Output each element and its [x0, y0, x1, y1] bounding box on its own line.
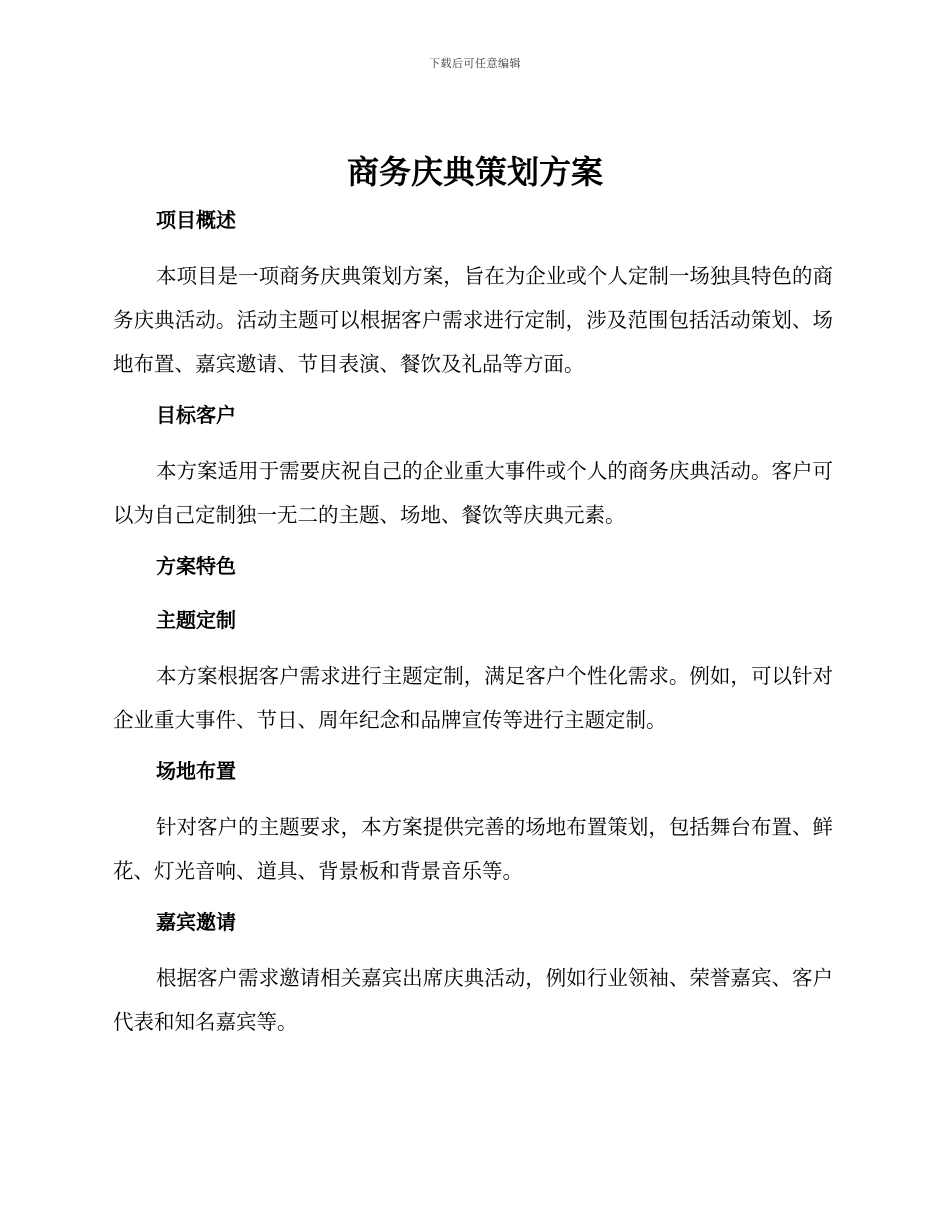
section-paragraph: 本项目是一项商务庆典策划方案，旨在为企业或个人定制一场独具特色的商务庆典活动。活动主题可以根据客户需求进行定制，涉及范围包括活动策划、场地布置、嘉宾邀请、节目表演、餐饮及礼品等方面。 — [113, 264, 833, 376]
section-heading: 目标客户 — [156, 403, 236, 427]
section-heading: 项目概述 — [156, 208, 236, 232]
document-title: 商务庆典策划方案 — [346, 153, 603, 191]
section-heading: 方案特色 — [156, 554, 236, 578]
section-heading: 主题定制 — [156, 608, 236, 632]
section-paragraph: 本方案根据客户需求进行主题定制，满足客户个性化需求。例如，可以针对企业重大事件、节日、周年纪念和品牌宣传等进行主题定制。 — [113, 664, 833, 732]
section-paragraph: 本方案适用于需要庆祝自己的企业重大事件或个人的商务庆典活动。客户可以为自己定制独一无二的主题、场地、餐饮等庆典元素。 — [113, 459, 833, 527]
section-plan-features — [113, 546, 833, 600]
section-theme-customization — [113, 600, 833, 751]
section-guest-invitation — [113, 902, 833, 1044]
page-header-note: 下载后可任意编辑 — [429, 57, 521, 70]
section-venue-layout — [113, 751, 833, 902]
section-paragraph: 针对客户的主题要求，本方案提供完善的场地布置策划，包括舞台布置、鲜花、灯光音响、道具、背景板和背景音乐等。 — [113, 815, 833, 883]
section-paragraph: 根据客户需求邀请相关嘉宾出席庆典活动，例如行业领袖、荣誉嘉宾、客户代表和知名嘉宾等。 — [113, 966, 833, 1034]
section-heading: 场地布置 — [156, 759, 236, 783]
section-project-overview — [113, 200, 833, 395]
section-target-customers — [113, 395, 833, 546]
section-heading: 嘉宾邀请 — [156, 910, 236, 934]
document-body — [113, 200, 833, 1044]
